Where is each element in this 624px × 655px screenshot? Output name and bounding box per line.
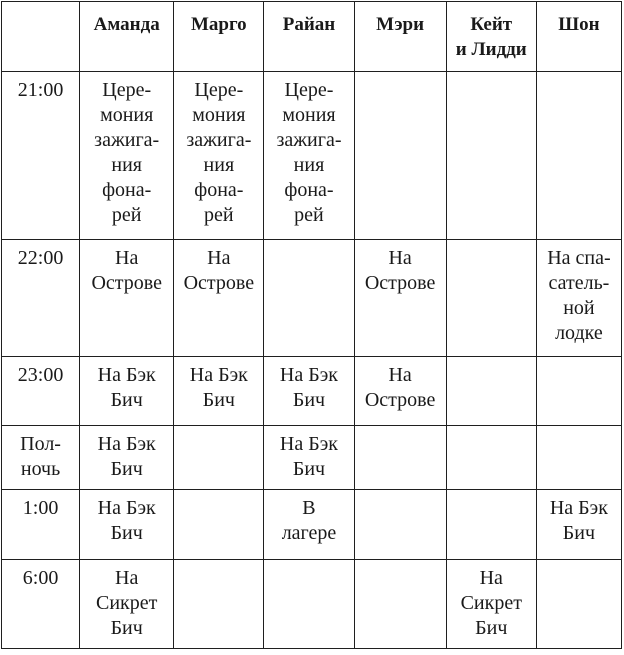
header-margo: Марго — [174, 2, 264, 72]
header-corner-cell — [2, 2, 80, 72]
time-cell: 21:00 — [2, 72, 80, 240]
table-cell — [354, 426, 446, 490]
schedule-table — [1, 1, 622, 649]
table-cell: На Бэк Бич — [174, 357, 264, 426]
table-cell: Цере- мония зажига- ния фона- рей — [174, 72, 264, 240]
table-cell — [174, 490, 264, 560]
table-row — [2, 560, 622, 649]
table-cell: На Бэк Бич — [264, 357, 354, 426]
table-row — [2, 490, 622, 560]
header-shon: Шон — [536, 2, 621, 72]
table-cell: На спа- сатель- ной лодке — [536, 240, 621, 357]
table-row — [2, 357, 622, 426]
table-cell — [536, 560, 621, 649]
table-cell: На Бэк Бич — [264, 426, 354, 490]
table-cell — [536, 72, 621, 240]
table-cell: В лагере — [264, 490, 354, 560]
table-row — [2, 72, 622, 240]
table-cell: На Острове — [354, 357, 446, 426]
header-amanda: Аманда — [80, 2, 174, 72]
table-cell: На Острове — [174, 240, 264, 357]
table-cell — [174, 560, 264, 649]
table-cell — [446, 240, 536, 357]
table-cell — [536, 357, 621, 426]
table-cell — [446, 357, 536, 426]
table-cell: На Сикрет Бич — [80, 560, 174, 649]
table-cell: На Сикрет Бич — [446, 560, 536, 649]
time-cell: 1:00 — [2, 490, 80, 560]
table-cell: На Бэк Бич — [80, 490, 174, 560]
table-cell: Цере- мония зажига- ния фона- рей — [80, 72, 174, 240]
table-cell — [174, 426, 264, 490]
header-kate-and-liddy: Кейт и Лидди — [446, 2, 536, 72]
table-cell — [446, 426, 536, 490]
table-row — [2, 426, 622, 490]
table-cell — [354, 490, 446, 560]
table-cell: На Острове — [80, 240, 174, 357]
time-cell: 6:00 — [2, 560, 80, 649]
header-row — [2, 2, 622, 72]
table-cell — [264, 560, 354, 649]
table-cell — [536, 426, 621, 490]
table-cell — [446, 490, 536, 560]
time-cell: 22:00 — [2, 240, 80, 357]
table-cell: На Бэк Бич — [80, 357, 174, 426]
time-cell: Пол- ночь — [2, 426, 80, 490]
header-ryan: Райан — [264, 2, 354, 72]
table-cell: На Бэк Бич — [80, 426, 174, 490]
table-cell — [354, 72, 446, 240]
table-cell: Цере- мония зажига- ния фона- рей — [264, 72, 354, 240]
table-cell — [446, 72, 536, 240]
table-cell — [354, 560, 446, 649]
table-cell — [264, 240, 354, 357]
table-cell: На Бэк Бич — [536, 490, 621, 560]
table-cell: На Острове — [354, 240, 446, 357]
time-cell: 23:00 — [2, 357, 80, 426]
table-row — [2, 240, 622, 357]
header-mary: Мэри — [354, 2, 446, 72]
